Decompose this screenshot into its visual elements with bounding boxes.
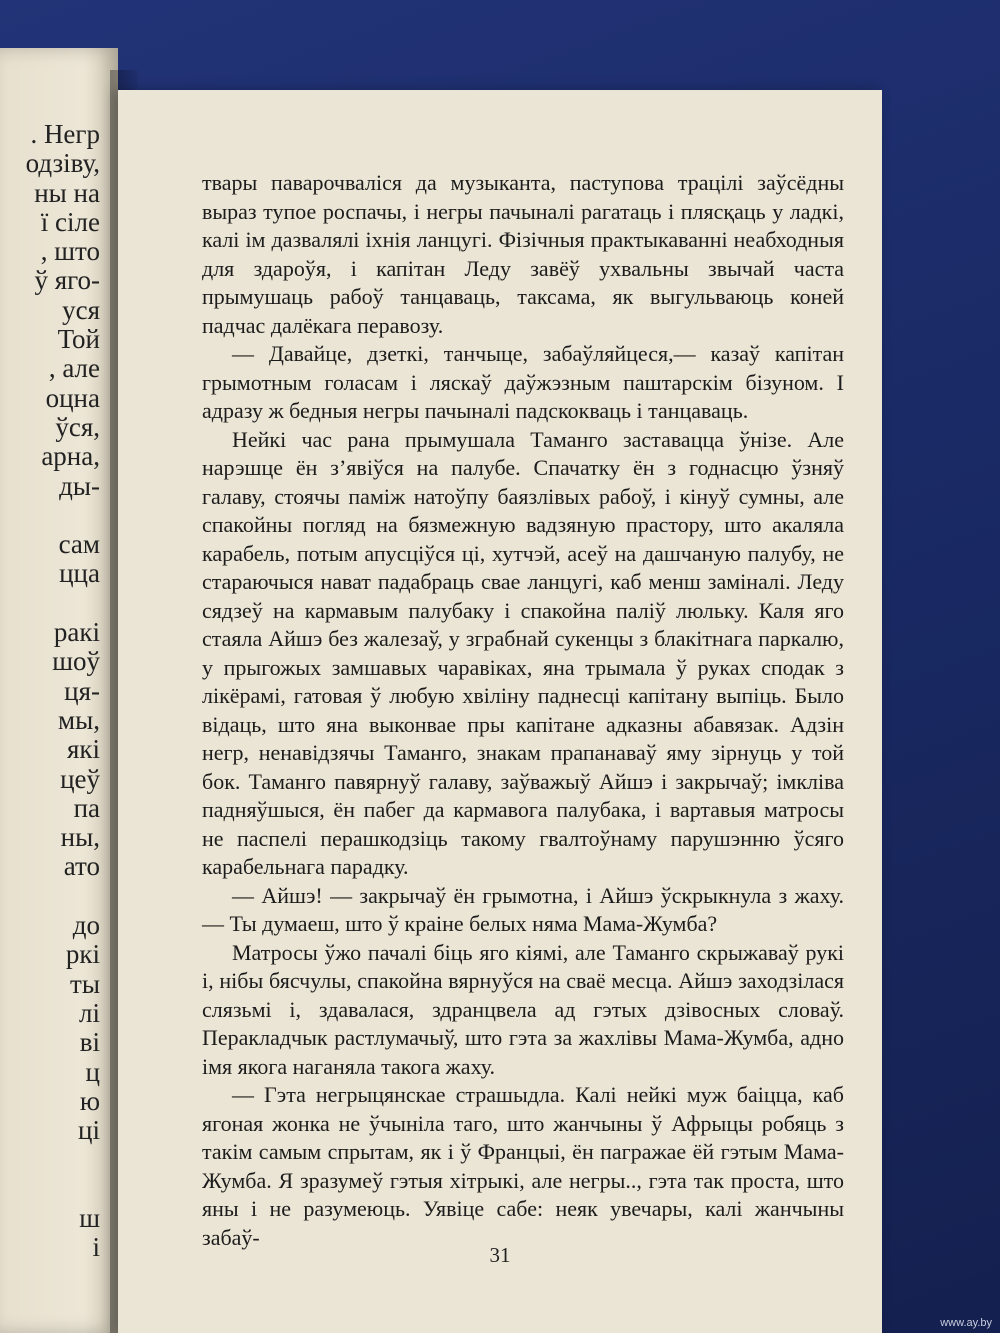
right-page <box>118 90 882 1333</box>
left-page-line: ві <box>79 1027 100 1058</box>
left-page-text <box>0 120 100 1263</box>
left-page-line: ї сіле <box>40 206 100 237</box>
left-page-line: ця- <box>64 675 100 706</box>
left-page-line: цеў <box>60 763 100 794</box>
left-page-line: шоў <box>52 646 100 677</box>
left-page-line: уся <box>62 294 100 325</box>
left-page-line: ш <box>79 1202 100 1233</box>
paragraph: — Давайце, дзеткі, танчыце, забаўляйцеся,— казаў капітан грымотным голасам і ляскаў даўжэзным паштарскім бізуном. І адразу ж бедныя негры пачыналі падскокваць і танцаваць. <box>202 341 844 423</box>
left-page-line: ю <box>79 1085 100 1116</box>
left-page-line: ў яго- <box>34 265 100 296</box>
left-page-line: ц <box>85 1056 100 1087</box>
left-page-line: арна, <box>41 441 100 472</box>
left-page-line <box>0 1175 100 1204</box>
paragraph: — Айшэ! — закрычаў ён грымотна, і Айшэ ўскрыкнула з жаху.— Ты думаеш, што ў краіне белых няма Мама-Жумба? <box>202 882 844 936</box>
left-page-line: Той <box>57 324 100 355</box>
left-page-line <box>0 882 100 911</box>
left-page-line: ракі <box>53 617 100 648</box>
left-page-line: мы, <box>58 704 100 735</box>
page-number: 31 <box>489 1243 511 1267</box>
left-page-line: оцна <box>45 382 100 413</box>
left-page-line <box>0 589 100 618</box>
left-page-line: ато <box>63 851 100 882</box>
left-page-line <box>0 1145 100 1174</box>
left-page-line: ны на <box>34 177 100 208</box>
watermark: www.ay.by <box>940 1317 992 1329</box>
paragraph: твары паварочваліся да музыканта, паступова трацілі заўсёдны выраз тупое роспачы, і негры пачыналі рагатаць і плясқаць у ладкі, калі ім дазвалялі іхнія ланцугі. Фізічныя практыкаванні неабходныя для здароўя, і капітан Леду завёў ухвальны звычай часта прымушаць рабоў танцаваць, таксама, як выгульваюць коней падчас далёкага перавозу. <box>202 170 844 338</box>
left-page-line: , што <box>40 236 100 267</box>
left-page-line: одзіву, <box>25 148 100 179</box>
left-page-line: ўся, <box>55 411 100 442</box>
left-page-line: . Негр <box>30 119 100 149</box>
left-page-line: ркі <box>65 939 100 970</box>
left-page-line: лі <box>79 997 100 1028</box>
left-page-line <box>0 501 100 530</box>
paragraph: Нейкі час рана прымушала Таманго заставацца ўнізе. Але нарэшце ён з’явіўся на палубе. Спачатку ён з годнасцю ўзняў галаву, стоячы паміж натоўпу баязлівых рабоў, і кінуў сумны, але спакойны погляд на бязмежную вадзяную прастору, што акаляла карабель, потым апусціўся ці, хутчэй, асеў на дашчаную палубу, не стараючыся нават падабраць свае ланцугі, каб менш заміналі. Леду сядзеў на кармавым палубаку і спакойна паліў люльку. Каля яго стаяла Айшэ без жалезаў, у зграбнай сукенцы з блакітнага паркалю, у прыгожых замшавых чаравіках, яна трымала ў руках сподак з лікёрамі, гатовая ў любую хвіліну паднесці капітану выпіць. Было відаць, што яна выконвае пры капітане адказны абавязак. Адзін негр, ненавідзячы Таманго, знакам прапанаваў яму зірнуць у той бок. Таманго павярнуў галаву, заўважыў Айшэ і закрычаў; імкліва падняўшыся, ён пабег да кармавога палубака, і вартавыя матросы не паспелі перашкодзіць такому гвалтоўнаму парушэнню ўсяго карабельнага парадку. <box>202 426 844 879</box>
left-page-line: сам <box>58 529 100 560</box>
left-page-line: і <box>92 1232 100 1263</box>
paragraph: Матросы ўжо пачалі біць яго кіямі, але Таманго скрыжаваў рукі і, нібы бясчулы, спакойна вярнуўся на сваё месца. Айшэ заходзілася слязьмі і, здавалася, здранцвела ад гэтых дзівосных словаў. Перакладчык растлумачыў, што гэта за жахлівы Мама-Жумба, адно імя якога наганяла такога жаху. <box>202 939 844 1079</box>
left-page-line: цца <box>59 558 100 589</box>
left-page <box>0 48 118 1333</box>
paragraph: — Гэта негрыцянскае страшыдла. Калі нейкі муж баіцца, каб ягоная жонка не ўчыніла таго, што жанчыны ў Афрыцы робяць з такім самым спрытам, як і ў Францыі, ён пагражае ёй гэтым Мама-Жумба. Я зразумеў гэтыя хітрыкі, але негры.., гэта так проста, што яны і не разумеюць. Уявіце сабе: неяк увечары, калі жанчыны забаў- <box>202 1082 844 1250</box>
left-page-line: па <box>73 792 100 823</box>
page-body-text <box>202 169 844 1252</box>
left-page-line: ці <box>78 1115 100 1146</box>
left-page-line: ды- <box>59 470 100 501</box>
left-page-line: , але <box>48 353 100 384</box>
left-page-line: до <box>72 910 100 941</box>
left-page-line: ты <box>70 968 100 999</box>
left-page-line: які <box>66 734 100 765</box>
left-page-line: ны, <box>60 822 100 853</box>
